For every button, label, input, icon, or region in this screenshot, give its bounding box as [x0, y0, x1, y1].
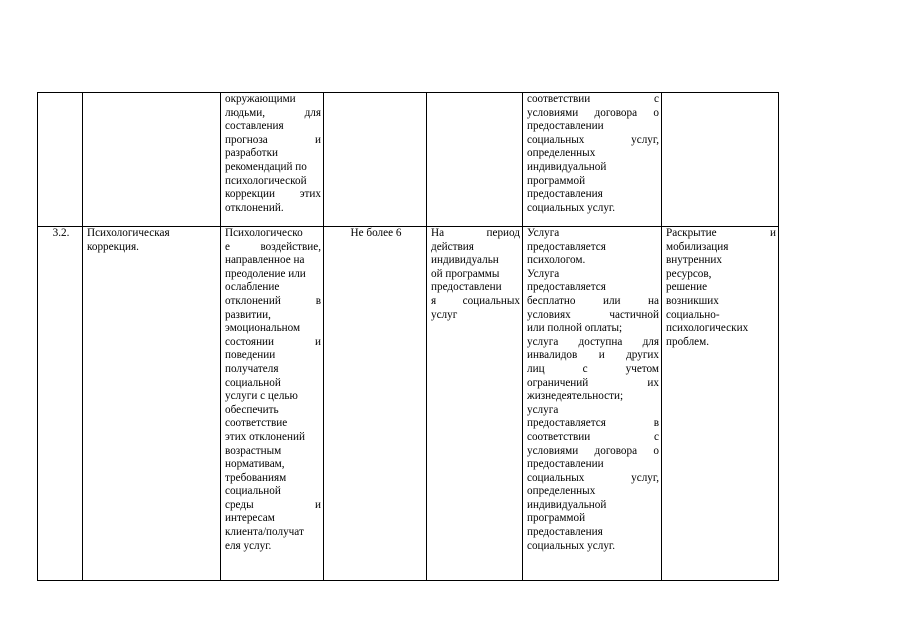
- cell-volume: [324, 227, 427, 581]
- cell-result: [662, 93, 779, 227]
- cell-period: [427, 93, 523, 227]
- cell-description: [221, 227, 324, 581]
- result-text: Раскрытие и мобилизация внутренних ресурсов, решение возникших социально- психологических проблем.: [666, 227, 776, 348]
- services-table: [37, 92, 779, 581]
- cell-description: [221, 93, 324, 227]
- cell-conditions: [523, 227, 662, 581]
- table-row: [38, 93, 779, 227]
- conditions-text: Услуга предоставляется психологом. Услуга предоставляется бесплатно или на условиях частичной или полной оплаты; услуга доступна для инвалидов и других лиц с учетом ограничений их жизнедеятельности; услуга предоставляется в соответствии с условиями договора о предоставлении социальных услуг, определенных индивидуальной программой предоставления социальных услуг.: [527, 227, 659, 552]
- row-number: 3.2.: [52, 227, 70, 239]
- cell-volume: [324, 93, 427, 227]
- cell-period: [427, 227, 523, 581]
- cell-result: [662, 227, 779, 581]
- description-text: окружающими людьми, для составления прогноза и разработки рекомендаций по психологической коррекции этих отклонений.: [225, 93, 321, 214]
- period-text: На период действия индивидуальн ой программы предоставлени я социальных услуг: [431, 227, 520, 321]
- cell-number: [38, 227, 83, 581]
- description-text: Психологическо е воздействие, направленное на преодоление или ослабление отклонений в развитии, эмоциональном состоянии и поведении получателя социальной услуги с целью обеспечить соответствие этих отклонений возрастным нормативам, требованиям социальной среды и интересам клиента/получат еля услуг.: [225, 227, 321, 552]
- cell-service-name: [83, 227, 221, 581]
- table-row: [38, 227, 779, 581]
- cell-conditions: [523, 93, 662, 227]
- cell-number: [38, 93, 83, 227]
- conditions-text: соответствии с условиями договора о предоставлении социальных услуг, определенных индивидуальной программой предоставления социальных услуг.: [527, 93, 659, 214]
- cell-service-name: [83, 93, 221, 227]
- service-name-text: Психологическая коррекция.: [87, 227, 170, 253]
- volume-text: Не более 6: [350, 227, 402, 239]
